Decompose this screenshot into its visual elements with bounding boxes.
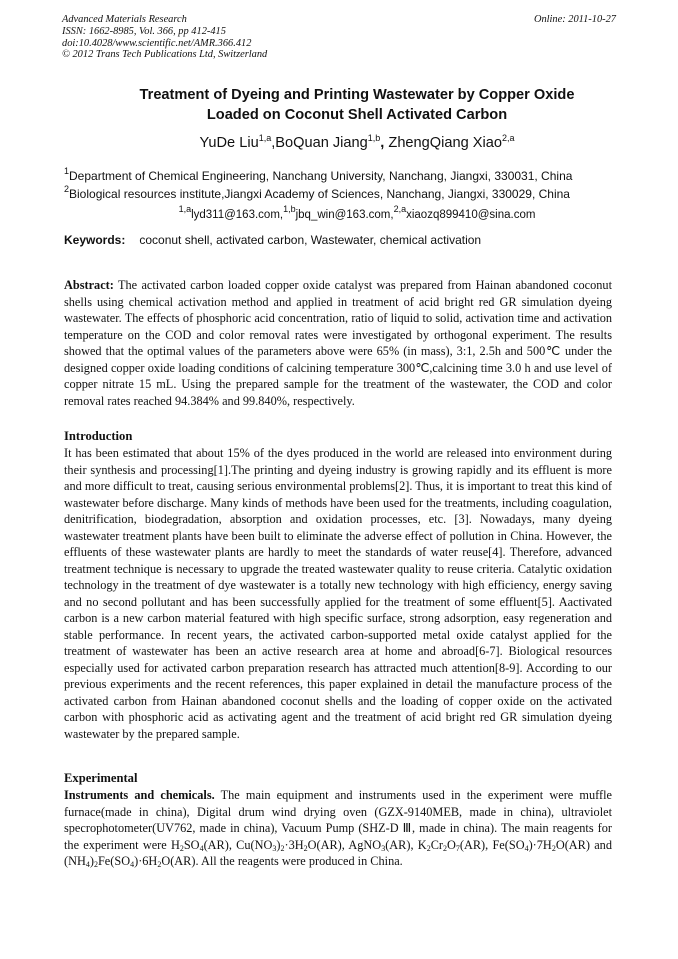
title-line-1: Treatment of Dyeing and Printing Wastewater by Copper Oxide	[139, 87, 575, 103]
email-link[interactable]: xiaozq899410@sina.com	[406, 209, 536, 221]
affiliation-sup: 1	[64, 166, 70, 176]
author-sep: ,	[380, 135, 389, 151]
experimental-tail: O(AR). All the reagents were produced in China.	[161, 854, 403, 868]
formula-part: )·6H	[134, 854, 158, 868]
email-sup: 1,b	[283, 204, 296, 214]
running-header	[62, 14, 267, 61]
affiliation-text: Biological resources institute,Jiangxi Academy of Sciences, Nanchang, Jiangxi, 330029, China	[69, 187, 570, 201]
formula-part: )	[276, 837, 281, 852]
subscript: 4	[85, 860, 90, 869]
author-sup: 1,b	[367, 133, 381, 143]
email-list	[62, 204, 652, 221]
author-name: YuDe Liu	[199, 135, 259, 151]
email-link[interactable]: jbq_win@163.com,	[295, 209, 394, 221]
introduction-heading: Introduction	[64, 429, 133, 443]
experimental-text: The main equipment and instruments used in the experiment were muffle furnace(made in china), Digital drum wind drying oven (GZX-9140MEB, made in china), ultraviolet specrophotometer(UV762, made in china), Vacuum Pump (SHZ-D Ⅲ, made in china). The main reagents for the experiment were H	[64, 788, 612, 852]
subscript: 4	[199, 843, 204, 853]
online-date: Online: 2011-10-27	[533, 14, 616, 25]
affiliation-sup: 2	[64, 184, 70, 194]
experimental-body	[64, 787, 612, 870]
keywords-text: coconut shell, activated carbon, Wastewater, chemical activation	[139, 233, 482, 247]
subscript: 2	[157, 860, 162, 869]
formula-part: )	[89, 854, 94, 868]
issn-line: ISSN: 1662-8985, Vol. 366, pp 412-415	[62, 25, 226, 37]
formula-part: SO	[183, 837, 200, 852]
keywords	[64, 233, 481, 247]
experimental-heading: Experimental	[64, 771, 138, 785]
subscript: 2	[179, 843, 184, 853]
subscript: 2	[442, 843, 447, 853]
instruments-subheading: Instruments and chemicals.	[64, 788, 215, 802]
subscript: 2	[426, 843, 431, 853]
introduction-body	[64, 445, 612, 742]
author-list	[62, 133, 652, 151]
author-name: BoQuan Jiang	[275, 135, 368, 151]
email-sup: 2,a	[393, 204, 407, 214]
subscript: 4	[130, 860, 135, 869]
formula-part: (AR), Fe(SO	[459, 837, 525, 852]
author-sep: ,	[271, 135, 276, 151]
email-sup: 1,a	[178, 204, 192, 214]
affiliation-2	[64, 181, 570, 202]
formula-part: Fe(SO	[97, 854, 131, 868]
formula-part: )·7H	[528, 837, 552, 852]
subscript: 3	[381, 843, 386, 853]
introduction-text: It has been estimated that about 15% of the dyes produced in the world are released into environment during their synthesis and processing[1].The printing and dyeing industry is growing rapidly and its effluent is more and more difficult to treat, causing serious environmental problems[2]. Thus, it is important to treat this kind of wastewater before discharge. Many kinds of methods have been used for the treatments, including coagulation, denitrification, biodegradation, absorption and oxidation processes, etc. [3]. Nowadays, many dyeing wastewater treatment plants have been built to eliminate the adverse effect of pollution in China. However, the effluents of these wastewater plants are hardly to meet the standards of water reuse[4]. Therefore, advanced treatment technique is necessary to upgrade the treated wastewater quality to reuse criteria. Catalytic oxidation technology in the treatment of dye wastewater is a totally new technology with high efficiency, energy saving and no second pollutant and has been successfully applied for the treatment of some effluent[5]. Aactivated carbon is a new carbon material featured with high specific surface, strong adsorption, easy regeneration and stable performance. In recent years, the activated carbon-supported metal oxide catalyst applied for the treatment of wastewater has been an active research area at home and abroad[6-7]. Biological resources especially used for activated carbon preparation research has attracted much attention[8-9]. According to our previous experiments and the recent references, this paper explained in detail the manufacture process of the activated carbon from Hainan abandoned coconut shells and the loading of copper oxide on the activated carbon with phosphoric acid as activating agent and the treatment of acid bright red GR simulation dyeing wastewater by the prepared sample.	[64, 446, 612, 741]
subscript: 2	[280, 843, 285, 853]
title-line-2: Loaded on Coconut Shell Activated Carbon	[206, 107, 508, 123]
author-name: ZhengQiang Xiao	[388, 135, 502, 151]
subscript: 2	[303, 843, 308, 853]
formula-part: O(AR), AgNO	[307, 837, 382, 852]
abstract-label: Abstract:	[64, 278, 114, 292]
author-sup: 2,a	[502, 133, 515, 143]
keywords-label: Keywords:	[64, 233, 126, 247]
paper-title	[62, 85, 652, 125]
formula-part: (AR), K	[385, 837, 427, 852]
affiliation-text: Department of Chemical Engineering, Nanchang University, Nanchang, Jiangxi, 330031, China	[69, 169, 573, 183]
formula-part: Cr	[430, 837, 443, 852]
formula-part: (AR), Cu(NO	[203, 837, 273, 852]
subscript: 2	[93, 860, 98, 869]
abstract	[64, 277, 612, 409]
author-sup: 1,a	[258, 133, 272, 143]
formula-part: ·3H	[284, 837, 304, 852]
subscript: 3	[272, 843, 277, 853]
formula-part: O(AR) and (NH	[64, 837, 612, 868]
abstract-text: The activated carbon loaded copper oxide catalyst was prepared from Hainan abandoned coconut shells using chemical activation method and applied in treatment of acid bright red GR simulation dyeing wastewater. The effects of phosphoric acid concentration, ratio of liquid to solid, activation time and activation temperature on the COD and color removal rates were investigated by orthogonal experiment. The results showed that the optimal values of the parameters above were 65% (in mass), 3:1, 2.5h and 500℃ under the designed copper oxide loading conditions of calcining temperature 300℃,calcining time 3.0 h and use level of copper nitrate 15 mL. Using the prepared sample for the treatment of the wastewater, the COD and color removal rates reached 94.384% and 99.840%, respectively.	[64, 278, 612, 408]
formula-part: O	[446, 837, 456, 852]
subscript: 4	[524, 843, 529, 853]
journal-name: Advanced Materials Research	[62, 14, 187, 25]
subscript: 7	[455, 843, 460, 853]
doi-line: doi:10.4028/www.scientific.net/AMR.366.412	[62, 37, 252, 49]
subscript: 2	[551, 843, 556, 853]
email-link[interactable]: lyd311@163.com,	[191, 209, 284, 221]
copyright-line: © 2012 Trans Tech Publications Ltd, Switzerland	[62, 49, 268, 61]
